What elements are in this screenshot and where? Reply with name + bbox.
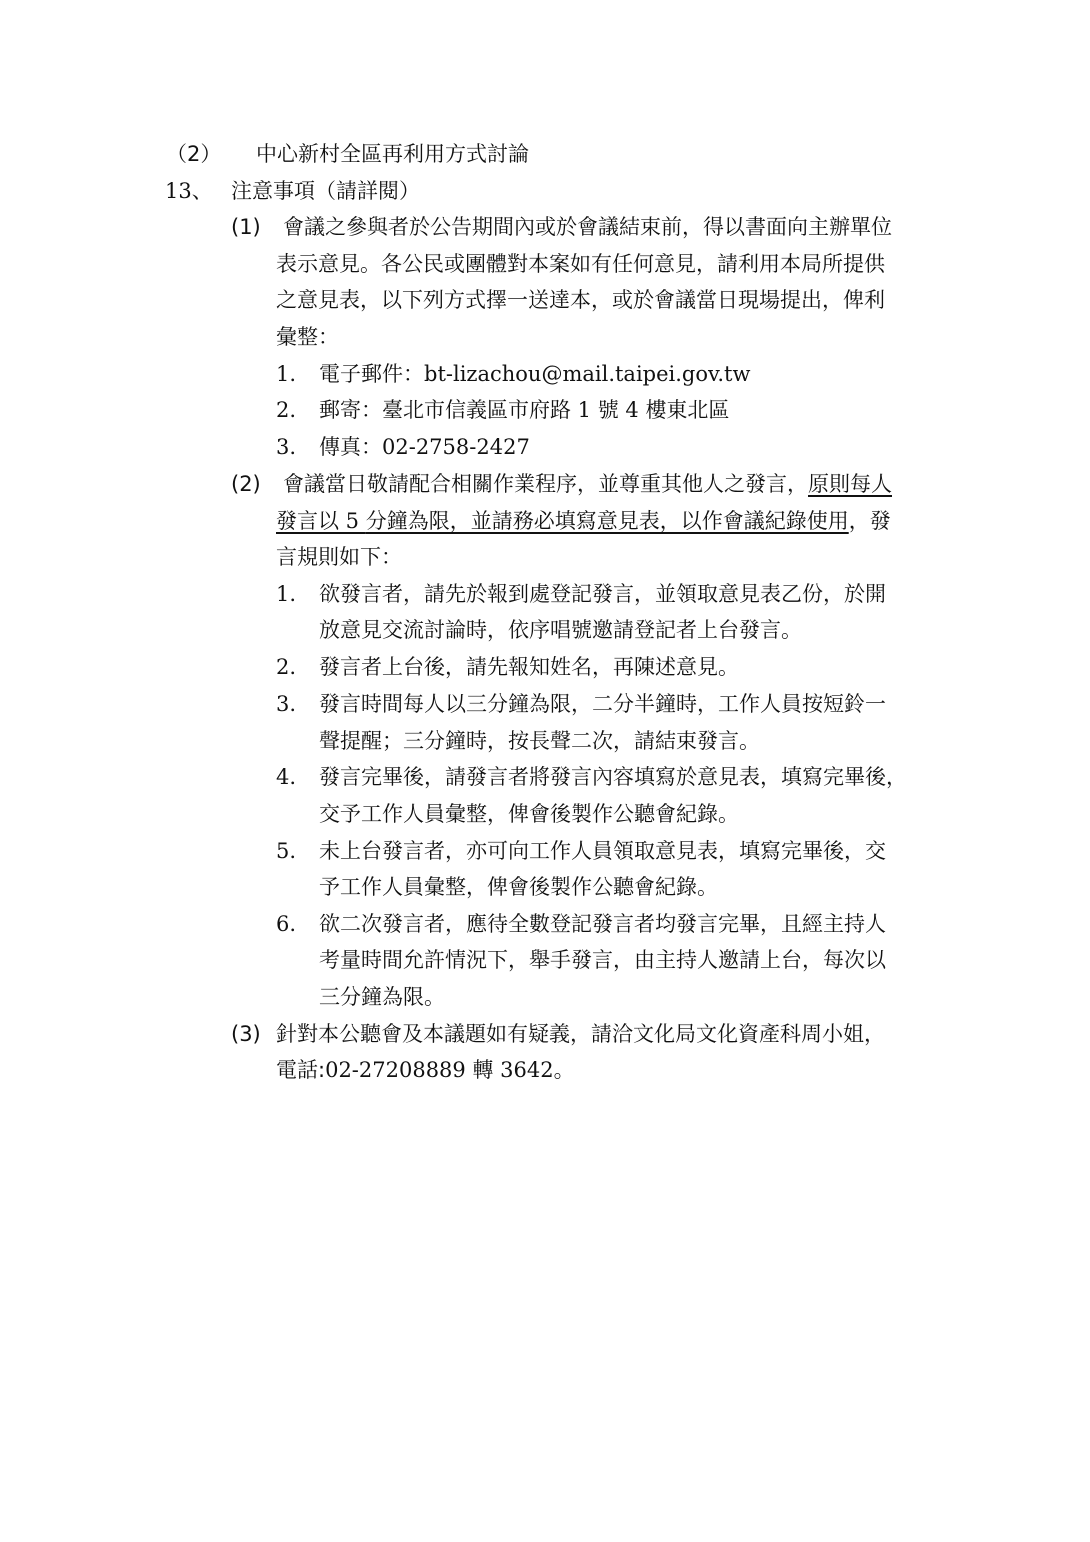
p1-item-1-number: 1. xyxy=(276,362,297,386)
rule-2-line-1: 發言者上台後，請先報知姓名，再陳述意見。 xyxy=(319,655,739,679)
email-label: 電子郵件： xyxy=(319,362,424,386)
p2-line-2 xyxy=(276,509,891,533)
p2-label: (2) xyxy=(231,472,261,496)
section-13-number: 13、 xyxy=(165,179,213,203)
p2-line-1-underlined: 原則每人 xyxy=(808,472,892,496)
p2-line-2-underlined-b: 分鐘為限，並請務必填寫意見表，以作會議紀錄使用 xyxy=(365,509,849,533)
extension-number: 3642 xyxy=(500,1058,554,1082)
p3-line-2 xyxy=(276,1058,575,1082)
mail-label: 郵寄：臺北市信義區市府路 xyxy=(319,398,571,422)
phone-number: 02-27208889 xyxy=(325,1058,466,1082)
p1-line-1: 會議之參與者於公告期間內或於會議結束前，得以書面向主辦單位 xyxy=(283,215,892,239)
p1-line-3: 之意見表，以下列方式擇一送達本，或於會議當日現場提出，俾利 xyxy=(276,288,885,312)
p3-label: (3) xyxy=(231,1022,261,1046)
p3-line-1: 針對本公聽會及本議題如有疑義，請洽文化局文化資產科周小姐， xyxy=(276,1022,885,1046)
rule-3-line-2: 聲提醒；三分鐘時，按長聲二次，請結束發言。 xyxy=(319,729,760,753)
rule-1-line-2: 放意見交流討論時，依序唱號邀請登記者上台發言。 xyxy=(319,618,802,642)
rule-3-line-1: 發言時間每人以三分鐘為限，二分半鐘時，工作人員按短鈴一 xyxy=(319,692,886,716)
fax-label: 傳真： xyxy=(319,435,382,459)
p1-item-3-number: 3. xyxy=(276,435,297,459)
p2-line-2-underlined-num: 5 xyxy=(339,509,366,533)
rule-6-line-3: 三分鐘為限。 xyxy=(319,985,445,1009)
rule-1-line-1: 欲發言者，請先於報到處登記發言，並領取意見表乙份，於開 xyxy=(319,582,886,606)
p2-line-1 xyxy=(283,472,892,496)
p1-item-email xyxy=(319,362,750,386)
p1-item-2-number: 2. xyxy=(276,398,297,422)
extension-label: 轉 xyxy=(465,1058,501,1082)
rule-5-number: 5. xyxy=(276,839,297,863)
rule-6-number: 6. xyxy=(276,912,297,936)
p1-item-fax xyxy=(319,435,530,459)
rule-4-line-1: 發言完畢後，請發言者將發言內容填寫於意見表，填寫完畢後， xyxy=(319,765,907,789)
mail-number-4: 4 xyxy=(618,398,646,422)
p1-line-4: 彙整： xyxy=(276,325,339,349)
rule-1-number: 1. xyxy=(276,582,297,606)
fax-number: 02-2758-2427 xyxy=(382,435,530,459)
rule-5-line-1: 未上台發言者，亦可向工作人員領取意見表，填寫完畢後，交 xyxy=(319,839,886,863)
rule-6-line-2: 考量時間允許情況下，舉手發言，由主持人邀請上台，每次以 xyxy=(319,948,886,972)
email-address: bt-lizachou@mail.taipei.gov.tw xyxy=(424,362,751,386)
rule-4-line-2: 交予工作人員彙整，俾會後製作公聽會紀錄。 xyxy=(319,802,739,826)
p1-line-2: 表示意見。各公民或團體對本案如有任何意見，請利用本局所提供 xyxy=(276,252,885,276)
mail-number-1: 1 xyxy=(571,398,598,422)
p1-label: (1) xyxy=(231,215,261,239)
item-2-text: 中心新村全區再利用方式討論 xyxy=(256,142,529,166)
mail-label-3: 樓東北區 xyxy=(645,398,730,422)
rule-6-line-1: 欲二次發言者，應待全數登記發言者均發言完畢，且經主持人 xyxy=(319,912,886,936)
rule-2-number: 2. xyxy=(276,655,297,679)
phone-label: 電話: xyxy=(276,1058,326,1082)
p2-line-1-plain: 會議當日敬請配合相關作業程序，並尊重其他人之發言， xyxy=(283,472,808,496)
item-2-label: （2） xyxy=(166,142,222,166)
rule-4-number: 4. xyxy=(276,765,297,789)
p1-item-mail-address xyxy=(319,398,729,422)
p3-period: 。 xyxy=(553,1058,575,1082)
mail-label-2: 號 xyxy=(597,398,619,422)
p2-line-3: 言規則如下： xyxy=(276,545,402,569)
section-13-title: 注意事項（請詳閱） xyxy=(231,179,420,203)
p2-line-2-underlined-a: 發言以 xyxy=(276,509,339,533)
rule-3-number: 3. xyxy=(276,692,297,716)
p2-line-2-plain: ，發 xyxy=(848,509,891,533)
rule-5-line-2: 予工作人員彙整，俾會後製作公聽會紀錄。 xyxy=(319,875,718,899)
